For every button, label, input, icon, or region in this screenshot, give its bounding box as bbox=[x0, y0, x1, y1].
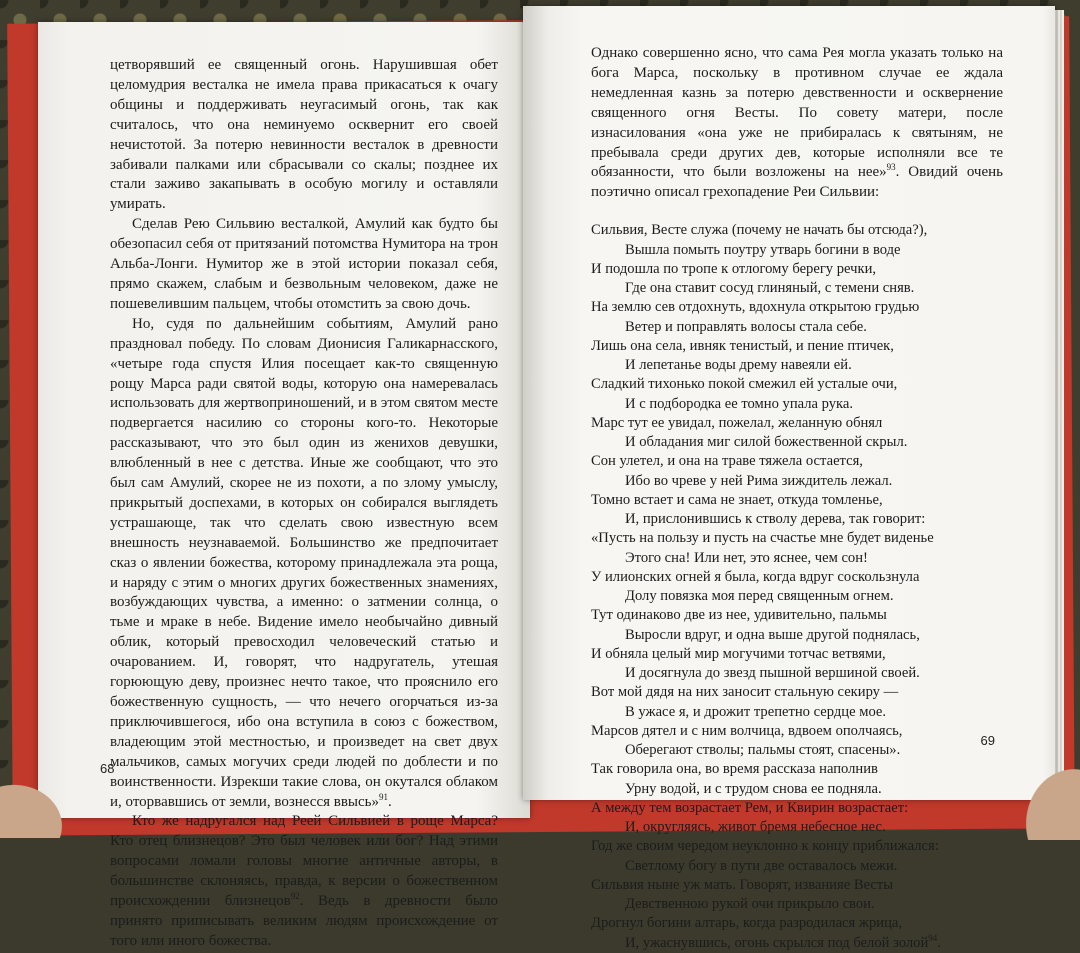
footnote-ref: 93 bbox=[886, 162, 896, 173]
poem-line: Тут одинаково две из нее, удивительно, пальмы bbox=[591, 607, 887, 624]
poem-line: Оберегают стволы; пальмы стоят, спасены». bbox=[625, 742, 901, 758]
right-page bbox=[523, 6, 1055, 951]
poem-line: Этого сна! Или нет, это яснее, чем сон! bbox=[625, 549, 868, 566]
poem-line: А между тем возрастает Рем, и Квирин возрастает: bbox=[591, 799, 909, 816]
poem-line: И, округляясь, живот бремя небесное нес. bbox=[625, 819, 886, 835]
intro-paragraph: Однако совершенно ясно, что сама Рея могла указать только на бога Марса, поскольку в противном случае ее ждала немедленная казнь за потерю девственности и осквернение священного огня Весты. По совету матери, после изнасилования «она уже не прибиралась к святыням, не пребывала среди других дев, которые исполняли все те обязанности, что были возложены на нее»$^{93}$. Овидий очень поэтично описал грехопадение Реи Сильвии: bbox=[591, 45, 1003, 201]
poem-line: В ужасе я, и дрожит трепетно сердце мое. bbox=[625, 703, 887, 720]
paragraph: Кто же надругался над Реей Сильвией в роще Марса? Кто отец близнецов? Это был человек или бог? Над этими вопросами ломали головы многие античные авторы, в большинстве склоняясь, правда, к версии о божественном происхождении близнецов$^{92}$. Ведь в древности было принято приписывать великим людям происхождение от того или иного божества. bbox=[110, 813, 499, 949]
poem-line: У илионских огней я была, когда вдруг соскользнула bbox=[591, 568, 920, 585]
poem-line: Томно встает и сама не знает, откуда томленье, bbox=[591, 491, 883, 508]
poem-line: Сон улетел, и она на траве тяжела остается, bbox=[591, 453, 863, 470]
poem-line: Где она ставит сосуд глиняный, с темени сняв. bbox=[625, 280, 915, 296]
poem-line: Долу повязка моя перед священным огнем. bbox=[625, 588, 894, 604]
poem-line: Вышла помыть поутру утварь богини в воде bbox=[625, 241, 901, 258]
left-page bbox=[38, 22, 530, 949]
paragraph: цетворявший ее священный огонь. Нарушившая обет целомудрия весталка не имела права прикасаться к очагу общины и поддерживать неугасимый огонь, так как считалось, что она неминуемо осквернит его своей нечистотой. За потерю невинности весталок в древности забивали палками или сбрасывали со скалы; позднее их стали заживо закапывать в особую могилу и оставляли умирать. bbox=[110, 57, 498, 213]
poem-line: На землю сев отдохнуть, вдохнула открытою грудью bbox=[591, 299, 920, 316]
poem-line: Лишь она села, ивняк тенистый, и пение птичек, bbox=[591, 337, 894, 354]
poem-line: Марс тут ее увидал, пожелал, желанную обнял bbox=[591, 414, 883, 431]
poem-line: Девственною рукой очи прикрыло свои. bbox=[625, 896, 875, 912]
poem-line: Марсов дятел и с ним волчица, вдвоем ополчаясь, bbox=[591, 722, 903, 739]
left-page-text bbox=[110, 56, 498, 952]
page-number-right: 69 bbox=[980, 733, 995, 748]
poem-line: Ибо во чреве у ней Рима зиждитель лежал. bbox=[625, 472, 893, 489]
poem-line: Год же своим чередом неуклонно к концу приближался: bbox=[591, 838, 939, 855]
poem-line: «Пусть на пользу и пусть на счастье мне будет виденье bbox=[591, 530, 934, 547]
poem-line: Сладкий тихонько покой смежил ей усталые очи, bbox=[591, 376, 898, 393]
poem-line: Вот мой дядя на них заносит стальную секиру — bbox=[591, 684, 899, 701]
poem-line: Сильвия, Весте служа (почему не начать бы отсюда?), bbox=[591, 222, 928, 239]
footnote-ref: 91 bbox=[379, 791, 389, 802]
poem-line: Сильвия ныне уж мать. Говорят, изванияе Весты bbox=[591, 876, 894, 893]
poem-line: И обняла целый мир могучими тотчас ветвями, bbox=[591, 645, 886, 662]
page-number-left: 68 bbox=[100, 761, 115, 776]
poem-line: И, прислонившись к стволу дерева, так говорит: bbox=[625, 511, 926, 527]
paragraph: Сделав Рею Сильвию весталкой, Амулий как будто бы обезопасил себя от притязаний потомства Нумитора на трон Альба-Лонги. Нумитор же в этой истории показал себя, прямо скажем, слабым и безвольным человеком, даже не пошевелившим пальцем, чтобы отомстить за свою дочь. bbox=[110, 216, 498, 312]
poem-line: И обладания миг силой божественной скрыл. bbox=[625, 434, 908, 450]
footnote-ref: 92 bbox=[290, 891, 300, 902]
right-page-text bbox=[591, 44, 1003, 953]
poem-line: Ветер и поправлять волосы стала себе. bbox=[625, 318, 867, 335]
poem-line: Выросли вдруг, и одна выше другой поднялась, bbox=[625, 626, 920, 643]
poem-line: И досягнула до звезд пышной вершиной своей. bbox=[625, 665, 920, 681]
footnote-ref: 94 bbox=[928, 932, 938, 943]
poem-line: И, ужаснувшись, огонь скрылся под белой золой$^{94}$. bbox=[625, 932, 941, 951]
poem-line: И с подбородка ее томно упала рука. bbox=[625, 395, 854, 412]
poem-line: Урну водой, и с трудом снова ее подняла. bbox=[625, 780, 882, 797]
poem-line: Так говорила она, во время рассказа наполнив bbox=[591, 761, 878, 778]
poem-line: Светлому богу в пути две оставалось межи. bbox=[625, 857, 898, 874]
right-thumb bbox=[1018, 760, 1080, 840]
poem-line: Дрогнул богини алтарь, когда разродилася жрица, bbox=[591, 915, 903, 932]
left-thumb bbox=[0, 778, 70, 838]
paragraph: Но, судя по дальнейшим событиям, Амулий рано праздновал победу. По словам Дионисия Галикарнасского, «четыре года спустя Илия посещает как-то священную рощу Марса ради святой воды, которую она намеревалась использовать для жертвоприношений, и в этом святом месте подвергается насилию со стороны кого-то. Некоторые рассказывают, что это был один из женихов девушки, влюбленный в нее с детства. Иные же сообщают, что это был сам Амулий, скорее не из похоти, а по злому умыслу, прикрытый доспехами, в которых он собирался выглядеть устрашающе, так что сделать свою известную всем внешность неузнаваемой. Большинство же предпочитает сказ о явлении божества, которому принадлежала эта роща, и наряду с этим о многих других божественных знамениях, возбуждающих чувства, а именно: о затмении солнца, о тьме и мраке в небе. Видение имело необычайно дивный облик, который превосходил человеческий статью и очарованием. И, говорят, что надругатель, утешая горюющую деву, произнес нечто такое, что прояснило его божественную сущность, — что нечего огорчаться из-за приключившегося, ибо она вступила в союз с божеством, владеющим этой местностью, и произведет на свет двух мальчиков, самых могучих среди людей по доблести и по воинственности. Изрекши такие слова, он окутался облаком и, оторвавшись от земли, вознесся ввысь»$^{91}$. bbox=[110, 315, 498, 810]
poem bbox=[591, 221, 1003, 953]
poem-line: И лепетанье воды дрему навеяли ей. bbox=[625, 357, 852, 373]
poem-line: И подошла по тропе к отлогому берегу речки, bbox=[591, 260, 877, 277]
